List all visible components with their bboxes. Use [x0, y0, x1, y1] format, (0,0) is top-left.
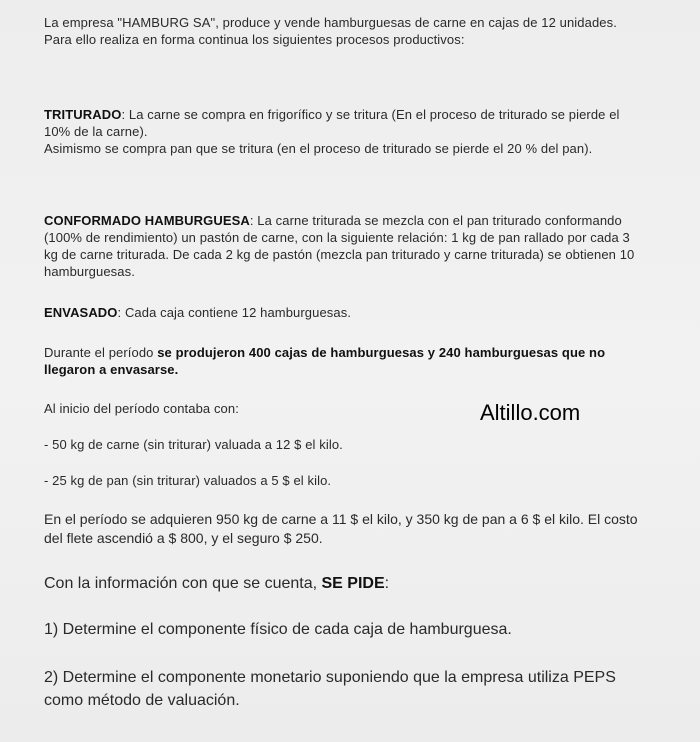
triturado-text: : La carne se compra en frigorífico y se tritura (En el proceso de triturado se pierde el 10% de la carne).	[44, 107, 620, 139]
se-pide-paragraph	[44, 572, 644, 595]
durante-section	[44, 344, 644, 378]
stock-item-carne-text: - 50 kg de carne (sin triturar) valuada a 12 $ el kilo.	[44, 437, 343, 452]
envasado-heading: ENVASADO	[44, 305, 118, 320]
intro-paragraph	[44, 14, 644, 48]
stock-item-carne	[44, 436, 644, 453]
compras-text: En el período se adquieren 950 kg de carne a 11 $ el kilo, y 350 kg de pan a 6 $ el kilo. El costo del flete ascendió a $ 800, y el seguro $ 250.	[44, 511, 638, 546]
durante-text: Durante el período	[44, 345, 158, 360]
durante-paragraph	[44, 344, 644, 378]
conformado-paragraph	[44, 212, 644, 280]
question-1-text: 1) Determine el componente físico de cada caja de hamburguesa.	[44, 621, 512, 638]
triturado-section	[44, 106, 644, 157]
triturado-heading: TRITURADO	[44, 107, 122, 122]
durante-bold-text: se produjeron 400 cajas de hamburguesas y 240 hamburguesas que no llegaron a envasarse.	[44, 345, 606, 377]
question-2	[44, 666, 644, 712]
compras-section	[44, 510, 644, 548]
triturado-pan-text: Asimismo se compra pan que se tritura (en el proceso de triturado se pierde el 20 % del pan).	[44, 141, 593, 156]
conformado-text: : La carne triturada se mezcla con el pan triturado conformando (100% de rendimiento) un pastón de carne, con la siguiente relación: 1 kg de pan rallado por cada 3 kg de carne triturada. De cada 2 kg de pastón (mezcla pan triturado y carne triturada) se obtienen 10 hamburguesas.	[44, 213, 635, 279]
question-2-text: 2) Determine el componente monetario suponiendo que la empresa utiliza PEPS como método de valuación.	[44, 669, 616, 709]
envasado-text: : Cada caja contiene 12 hamburguesas.	[117, 305, 352, 320]
envasado-paragraph	[44, 304, 644, 321]
inicio-text: Al inicio del período contaba con:	[44, 401, 239, 416]
se-pide-line	[44, 572, 644, 595]
se-pide-text: Con la información con que se cuenta,	[44, 575, 322, 592]
envasado-section	[44, 304, 644, 321]
conformado-section	[44, 212, 644, 280]
conformado-heading: CONFORMADO HAMBURGUESA	[44, 213, 250, 228]
watermark-text: Altillo.com	[480, 400, 581, 425]
se-pide-bold: SE PIDE	[321, 575, 385, 592]
intro-text: La empresa "HAMBURG SA", produce y vende hamburguesas de carne en cajas de 12 unidades. Para ello realiza en forma continua los siguientes procesos productivos:	[44, 15, 617, 47]
stock-item-pan-text: - 25 kg de pan (sin triturar) valuados a 5 $ el kilo.	[44, 473, 332, 488]
question-1	[44, 618, 644, 641]
stock-item-pan	[44, 472, 644, 489]
se-pide-colon: :	[384, 575, 390, 592]
triturado-paragraph	[44, 106, 644, 140]
